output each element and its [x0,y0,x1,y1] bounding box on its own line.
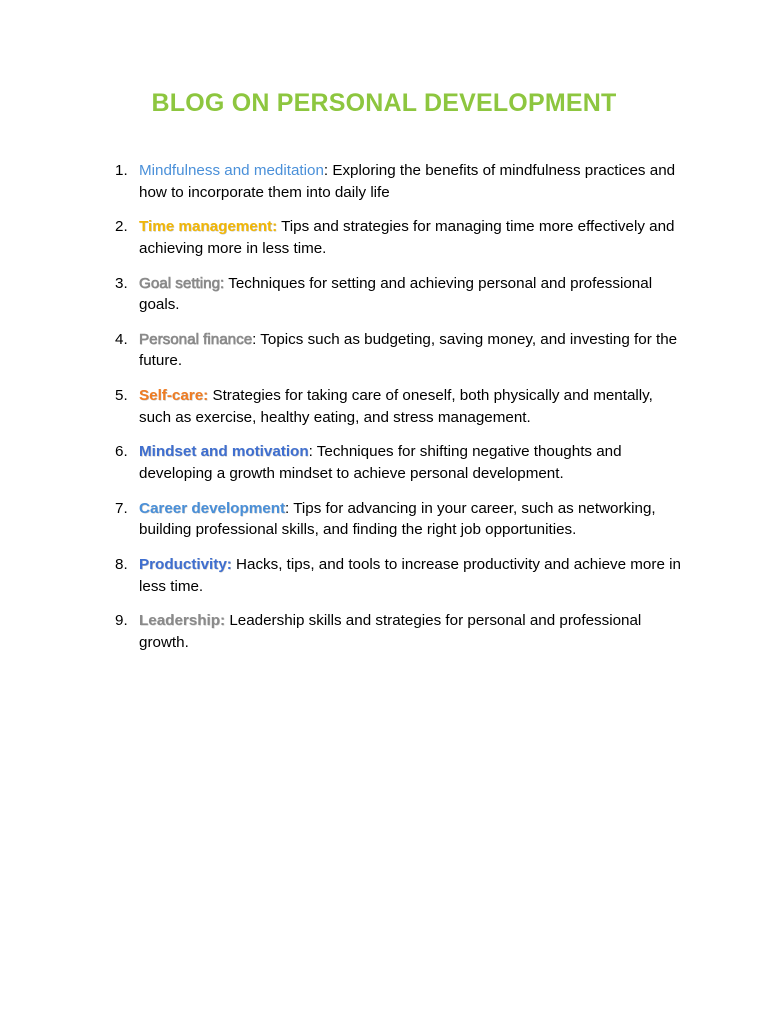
list-item [115,441,685,484]
item-description: : Exploring the benefits of mindfulness practices and how to incorporate them into daily life [139,162,676,201]
list-item [115,385,685,428]
item-text [139,273,685,316]
list-item [115,329,685,372]
item-number: 4. [115,330,128,348]
item-text [139,498,685,541]
item-term: Mindfulness and meditation [139,162,324,179]
item-term: Time management: [139,218,278,236]
item-term: Goal setting: [139,274,225,292]
item-text [139,385,685,428]
item-description: : Topics such as budgeting, saving money, and investing for the future. [139,330,678,370]
item-text [139,610,685,653]
list-item [115,498,685,541]
list-item [115,610,685,653]
item-term: Leadership: [139,612,226,630]
item-number: 9. [115,612,128,630]
item-number: 8. [115,556,128,574]
item-number: 7. [115,499,128,517]
item-term: Self-care: [139,387,209,405]
topic-list [115,160,685,667]
item-description: Techniques for setting and achieving personal and professional goals. [139,274,653,314]
item-text [139,216,685,259]
item-term: Career development [139,499,286,517]
item-term: Mindset and motivation [139,443,309,461]
item-description: Tips and strategies for managing time more effectively and achieving more in less time. [139,218,675,257]
item-number: 6. [115,443,128,461]
item-text [139,554,685,597]
item-description: Leadership skills and strategies for personal and professional growth. [139,612,642,651]
item-term: Productivity: [139,556,232,574]
item-number: 3. [115,274,128,292]
item-description: : Techniques for shifting negative thoughts and developing a growth mindset to achieve personal development. [139,443,622,482]
item-term: Personal finance [139,330,253,348]
list-item [115,273,685,316]
item-text [139,441,685,484]
list-item [115,160,685,203]
item-description: Strategies for taking care of oneself, both physically and mentally, such as exercise, healthy eating, and stress management. [139,387,653,426]
item-description: : Tips for advancing in your career, such as networking, building professional skills, and finding the right job opportunities. [139,499,656,539]
item-text [139,160,685,203]
item-number: 1. [115,162,128,179]
page-title: BLOG ON PERSONAL DEVELOPMENT [151,89,617,117]
item-description: Hacks, tips, and tools to increase productivity and achieve more in less time. [139,556,681,595]
list-item [115,216,685,259]
item-number: 5. [115,387,128,405]
item-number: 2. [115,218,128,236]
item-text [139,329,685,372]
list-item [115,554,685,597]
